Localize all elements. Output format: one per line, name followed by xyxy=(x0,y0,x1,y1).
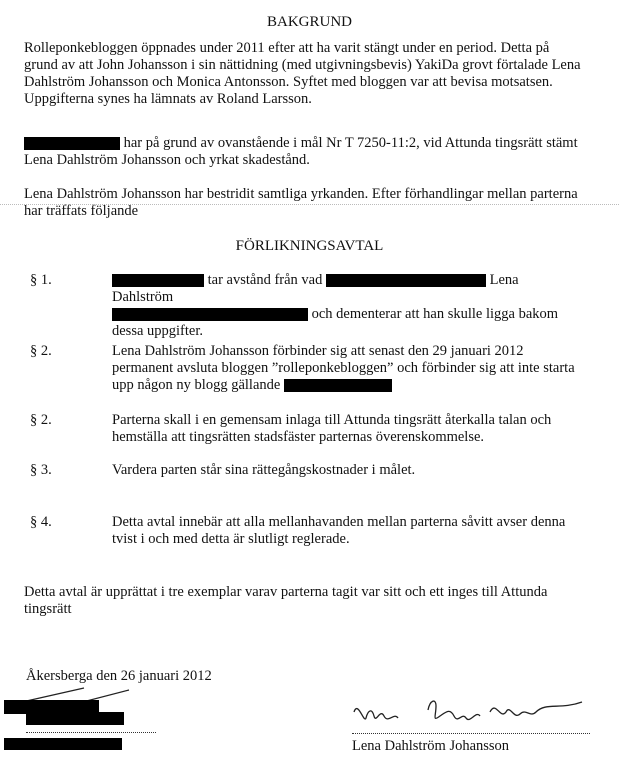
heading-agreement: FÖRLIKNINGSAVTAL xyxy=(235,238,384,254)
intro-paragraph-2 xyxy=(24,135,584,169)
redaction-block xyxy=(112,308,308,321)
section-1-text xyxy=(112,272,582,340)
section-number: § 3. xyxy=(30,462,52,478)
section-1-part-a: tar avstånd från vad xyxy=(207,272,323,288)
intro-paragraph-3: Lena Dahlström Johansson har bestridit samtliga yrkanden. Efter förhandlingar mellan parterna har träffats följande xyxy=(24,186,578,219)
intro-paragraph-2-text: har på grund av ovanstående i mål Nr T 7250-11:2, vid Attunda tingsrätt stämt Lena Dahlström Johansson och yrkat skadestånd. xyxy=(24,135,578,168)
section-2b-text: Parterna skall i en gemensam inlaga till Attunda tingsrätt återkalla talan och hemställa att tingsrätten stadsfäster parternas överenskommelse. xyxy=(112,412,552,445)
signature-line-left xyxy=(26,732,156,733)
scan-dotted-line xyxy=(0,204,619,205)
signatory-name: Lena Dahlström Johansson xyxy=(352,738,510,754)
section-2-text xyxy=(112,343,582,394)
section-1-part-b: Lena Dahlström xyxy=(112,272,519,305)
handwritten-signature xyxy=(350,690,590,738)
redaction-block xyxy=(112,274,204,287)
section-3-text: Vardera parten står sina rättegångskostnader i målet. xyxy=(112,462,416,478)
section-number: § 2. xyxy=(30,343,52,359)
heading-background: BAKGRUND xyxy=(266,14,352,30)
redacted-signature-left xyxy=(4,672,164,752)
redaction-block xyxy=(326,274,486,287)
redaction-block xyxy=(284,379,392,392)
section-number: § 1. xyxy=(30,272,52,288)
place-date: Åkersberga den 26 januari 2012 xyxy=(26,668,212,684)
redaction-block xyxy=(24,137,120,150)
closing-paragraph: Detta avtal är upprättat i tre exemplar varav parterna tagit var sitt och ett inges till Attunda tingsrätt xyxy=(24,584,548,617)
section-2-body: Lena Dahlström Johansson förbinder sig att senast den 29 januari 2012 permanent avsluta bloggen ”rolleponkebloggen” och förbinder sig att inte starta upp någon ny blogg gällande xyxy=(112,343,575,393)
section-number: § 4. xyxy=(30,514,52,530)
signature-line-right xyxy=(352,733,590,734)
section-number: § 2. xyxy=(30,412,52,428)
section-4-text: Detta avtal innebär att alla mellanhavanden mellan parterna såvitt avser denna tvist i och med detta är slutligt reglerade. xyxy=(112,514,566,547)
intro-paragraph-1: Rolleponkebloggen öppnades under 2011 efter att ha varit stängt under en period. Detta på grund av att John Johansson i sin nättidning (med utgivningsbevis) YakiDa grovt förtalade Lena Dahlström Johansson och Monica Antonsson. Syftet med bloggen var att bevisa motsatsen. Uppgifterna synes ha lämnats av Roland Larsson. xyxy=(24,40,581,107)
section-1-part-c: och dementerar att han skulle ligga bakom dessa uppgifter. xyxy=(112,306,559,339)
